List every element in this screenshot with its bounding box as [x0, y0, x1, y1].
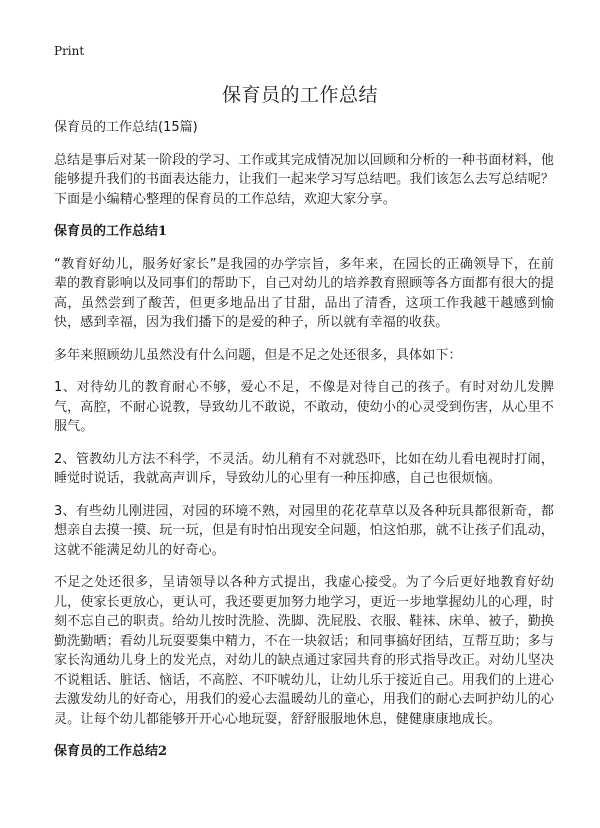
page-title: 保育员的工作总结 [221, 84, 378, 106]
section-heading-1: 保育员的工作总结1 [54, 224, 168, 239]
section1-paragraph-3: 1、对待幼儿的教育耐心不够，爱心不足，不像是对待自己的孩子。有时对幼儿发脾气，高腔，不耐心说教，导致幼儿不敢说，不敢动，使幼小的心灵受到伤害，从心里不服气。 [54, 380, 554, 434]
document-body [54, 118, 554, 775]
section1-paragraph-2: 多年来照顾幼儿虽然没有什么问题，但是不足之处还很多，具体如下： [54, 347, 462, 363]
intro-paragraph: 总结是事后对某一阶段的学习、工作或其完成情况加以回顾和分析的一种书面材料，他能够提升我们的书面表达能力，让我们一起来学习写总结吧。我们该怎么去写总结呢？下面是小编精心整理的保育员的工作总结，欢迎大家分享。 [54, 152, 554, 207]
section-heading-2: 保育员的工作总结2 [54, 744, 168, 759]
print-link[interactable]: Print [54, 44, 85, 58]
section1-paragraph-5: 3、有些幼儿刚进园，对园的环境不熟，对园里的花花草草以及各种玩具都很新奇，都想亲自去摸一摸、玩一玩，但是有时怕出现安全问题，怕这怕那，就不让孩子们乱动，这就不能满足幼儿的好奇心。 [54, 503, 554, 558]
section1-paragraph-6: 不足之处还很多，呈请领导以各种方式提出，我虚心接受。为了今后更好地教育好幼儿，使家长更放心，更认可，我还要更加努力地学习，更近一步地掌握幼儿的心理，时刻不忘自己的职责。给幼儿按时洗脸、洗脚、洗屁股、衣服、鞋袜、床单、被子，勤换勤洗勤晒；看幼儿玩耍要集中精力，不在一块叙话；和同事搞好团结，互帮互助；多与家长沟通幼儿身上的发光点，对幼儿的缺点通过家园共育的形式指导改正。对幼儿坚决不说粗话、脏话、恼话，不高腔、不吓唬幼儿，让幼儿乐于接近自己。用我们的上进心去激发幼儿的好奇心，用我们的爱心去温暖幼儿的童心，用我们的耐心去呵护幼儿的心灵。让每个幼儿都能够开开心心地玩耍，舒舒服服地休息，健健康康地成长。 [54, 575, 554, 727]
document-subtitle: 保育员的工作总结(15篇) [54, 120, 198, 135]
section1-paragraph-1: “教育好幼儿，服务好家长”是我园的办学宗旨，多年来，在园长的正确领导下，在前辈的教育影响以及同事们的帮助下，自己对幼儿的培养教育照顾等各方面都有很大的提高，虽然尝到了酸苦，但更多地品出了甘甜，品出了清香，这项工作我越干越感到愉快，感到幸福，因为我们播下的是爱的种子，所以就有幸福的收获。 [54, 256, 554, 330]
section1-paragraph-4: 2、管教幼儿方法不科学，不灵活。幼儿稍有不对就恐吓，比如在幼儿看电视时打闹，睡觉时说话，我就高声训斥，导致幼儿的心里有一种压抑感，自己也很烦恼。 [54, 451, 554, 486]
